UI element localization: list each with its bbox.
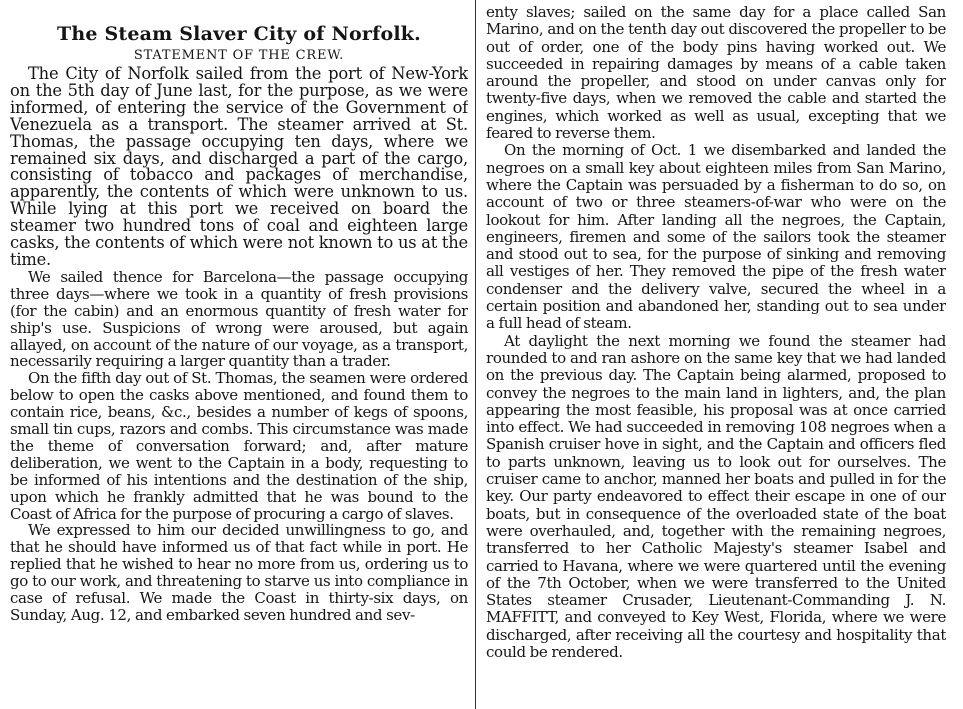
right-column <box>486 0 946 709</box>
paragraph: enty slaves; sailed on the same day for a place called San Marino, and on the tenth day out discovered the propeller to be out of order, one of the body pins having worked out. We succeeded in repairing damages by means of a cable taken around the propeller, and stood on under canvas only for twenty-five days, when we removed the cable and started the engines, which worked as well as usual, excepting that we feared to reverse them. <box>486 3 946 143</box>
paragraph: We expressed to him our decided unwillingness to go, and that he should have informed us of that fact while in port. He replied that he wished to hear no more from us, ordering us to go to our work, and threatening to starve us into compliance in case of refusal. We made the Coast in thirty-six days, on Sunday, Aug. 12, and embarked seven hundred and sev- <box>10 521 468 624</box>
left-column <box>10 0 468 709</box>
paragraph: The City of Norfolk sailed from the port of New-York on the 5th day of June last, for the purpose, as we were informed, of entering the service of the Government of Venezuela as a transport. The steamer arrived at St. Thomas, the passage occupying ten days, where we remained six days, and discharged a part of the cargo, consisting of tobacco and packages of merchandise, apparently, the contents of which were unknown to us. While lying at this port we received on board the steamer two hundred tons of coal and eighteen large casks, the contents of which were not known to us at the time. <box>10 64 468 269</box>
paragraph: At daylight the next morning we found the steamer had rounded to and ran ashore on the same key that we had landed on the previous day. The Captain being alarmed, proposed to convey the negroes to the main land in lighters, and, the plan appearing the most feasible, his proposal was at once carried into effect. We had succeeded in removing 108 negroes when a Spanish cruiser hove in sight, and the Captain and officers fled to parts unknown, leaving us to look out for ourselves. The cruiser came to anchor, manned her boats and pulled in for the key. Our party endeavored to effect their escape in one of our boats, but in consequence of the overloaded state of the boat were overhauled, and, together with the remaining negroes, transferred to her Catholic Majesty's steamer Isabel and carried to Havana, where we were quartered until the evening of the 7th October, when we were transferred to the United States steamer Crusader, Lieutenant-Commanding J. N. MAFFITT, and conveyed to Key West, Florida, where we were discharged, after receiving all the courtesy and hospitality that could be rendered. <box>486 331 946 661</box>
paragraph: We sailed thence for Barcelona—the passage occupying three days—where we took in a quantity of fresh provisions (for the cabin) and an enormous quantity of fresh water for ship's use. Suspicions of wrong were aroused, but again allayed, on account of the nature of our voyage, as a transport, necessarily requiring a larger quantity than a trader. <box>10 267 468 371</box>
column-divider <box>475 0 476 709</box>
article-headline: The Steam Slaver City of Norfolk. <box>56 23 421 45</box>
paragraph: On the morning of Oct. 1 we disembarked and landed the negroes on a small key about eighteen miles from San Marino, where the Captain was persuaded by a fisherman to do so, on account of two or three steamers-of-war who were on the lookout for him. After landing all the negroes, the Captain, engineers, firemen and some of the sailors took the steamer and stood out to sea, for the purpose of sinking and removing all vestiges of her. They removed the pipe of the fresh water condenser and the delivery valve, secured the wheel in a certain position and abandoned her, standing out to sea under a full head of steam. <box>486 141 946 333</box>
paragraph: On the fifth day out of St. Thomas, the seamen were ordered below to open the casks above mentioned, and found them to contain rice, beans, &c., besides a number of kegs of spoons, small tin cups, razors and combs. This circumstance was made the theme of conversation forward; and, after mature deliberation, we went to the Captain in a body, requesting to be informed of his intentions and the destination of the ship, upon which he frankly admitted that he was bound to the Coast of Africa for the purpose of procuring a cargo of slaves. <box>10 369 468 523</box>
article-subhead: STATEMENT OF THE CREW. <box>133 48 345 63</box>
